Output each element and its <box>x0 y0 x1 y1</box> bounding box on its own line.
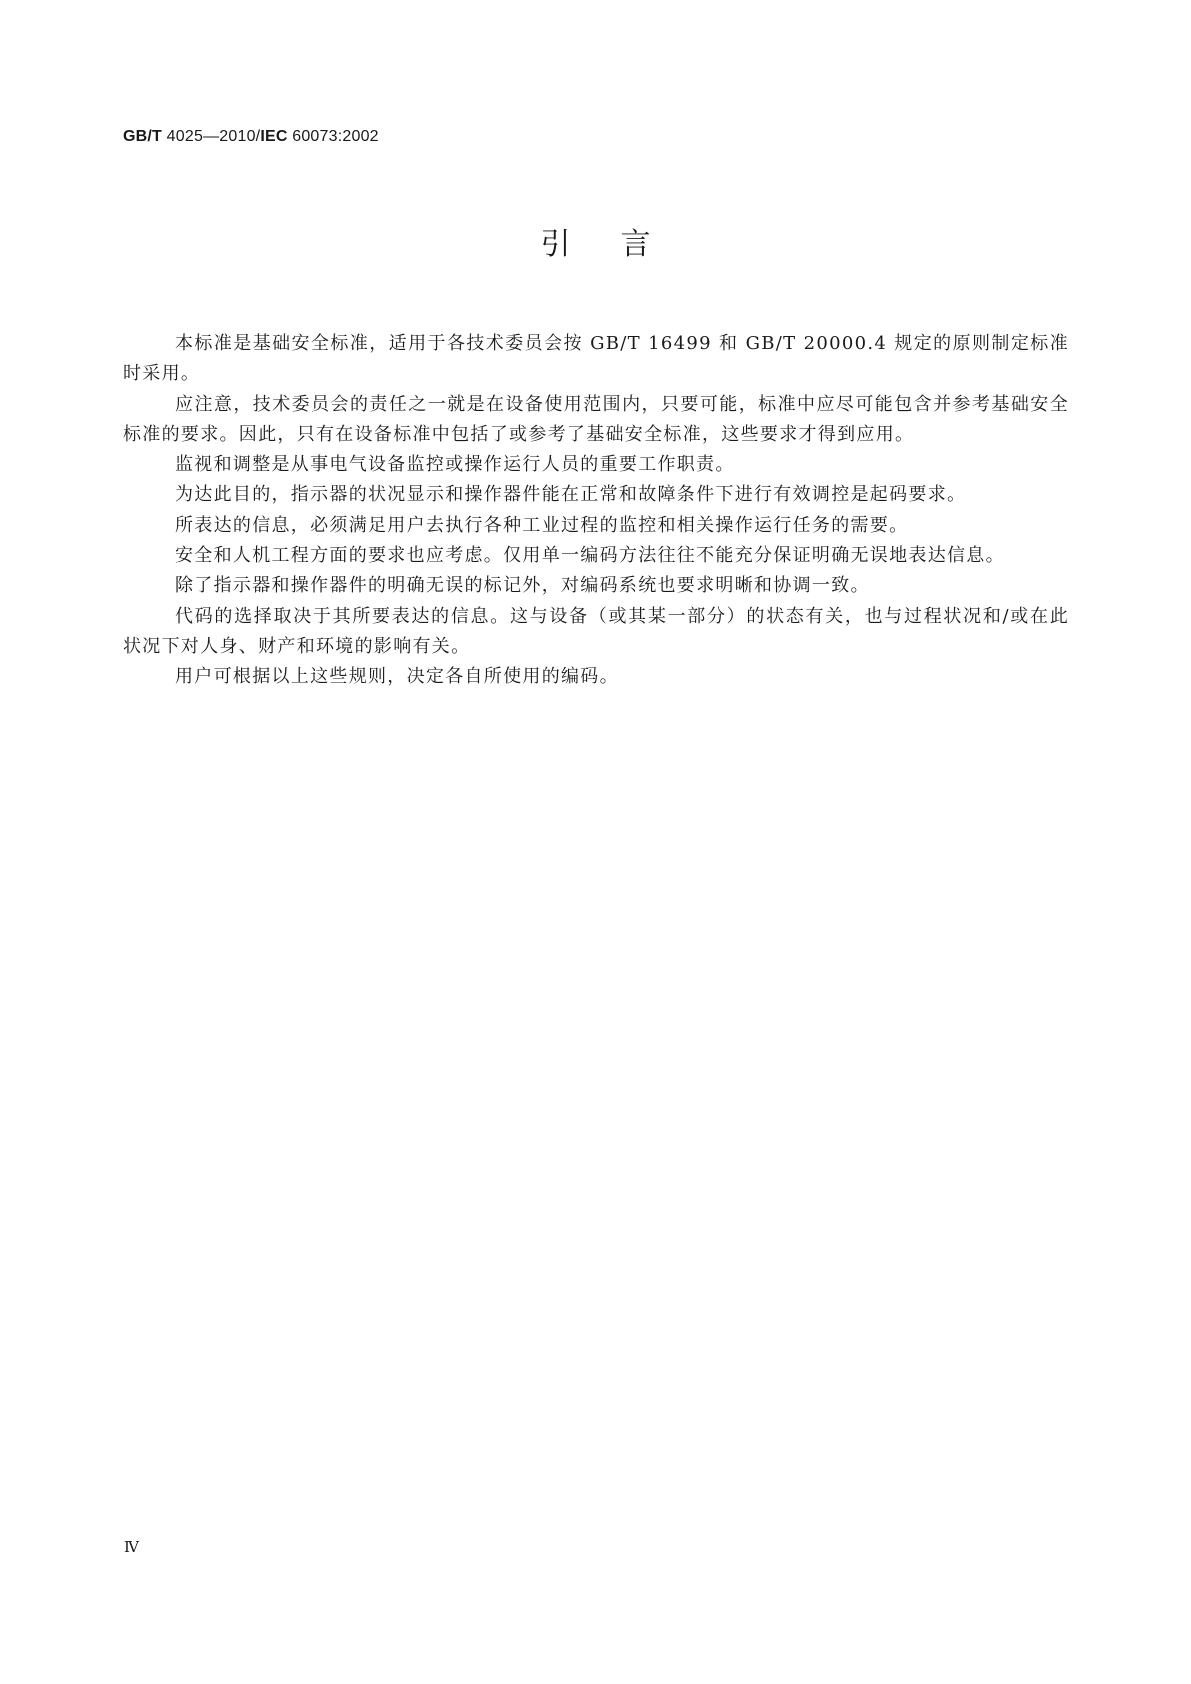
paragraph-7: 除了指示器和操作器件的明确无误的标记外，对编码系统也要求明晰和协调一致。 <box>175 575 870 597</box>
paragraph-2: 应注意，技术委员会的责任之一就是在设备使用范围内，只要可能，标准中应尽可能包含并参考基础安全标准的要求。因此，只有在设备标准中包括了或参考了基础安全标准，这些要求才得到应用。 <box>123 393 1069 445</box>
document-header <box>123 128 379 146</box>
paragraph-3: 监视和调整是从事电气设备监控或操作运行人员的重要工作职责。 <box>175 454 735 476</box>
page-title: 引言 <box>540 227 701 262</box>
paragraph-6: 安全和人机工程方面的要求也应考虑。仅用单一编码方法往往不能充分保证明确无误地表达信息。 <box>175 545 1005 567</box>
iec-number: 60073:2002 <box>287 128 379 145</box>
paragraph-8: 代码的选择取决于其所要表达的信息。这与设备（或其某一部分）的状态有关，也与过程状况和/或在此状况下对人身、财产和环境的影响有关。 <box>123 605 1069 657</box>
page-number: Ⅳ <box>124 1540 139 1556</box>
paragraph-5: 所表达的信息，必须满足用户去执行各种工业过程的监控和相关操作运行任务的需要。 <box>175 514 909 536</box>
paragraph-1: 本标准是基础安全标准，适用于各技术委员会按 GB/T 16499 和 GB/T 20000.4 规定的原则制定标准时采用。 <box>123 333 1069 385</box>
document-body <box>123 329 1069 693</box>
paragraph-4: 为达此目的，指示器的状况显示和操作器件能在正常和故障条件下进行有效调控是起码要求。 <box>175 484 967 506</box>
standard-prefix: GB/T <box>123 128 163 145</box>
paragraph-9: 用户可根据以上这些规则，决定各自所使用的编码。 <box>175 666 619 688</box>
standard-number: 4025—2010/ <box>162 128 261 145</box>
iec-prefix: IEC <box>260 128 288 145</box>
